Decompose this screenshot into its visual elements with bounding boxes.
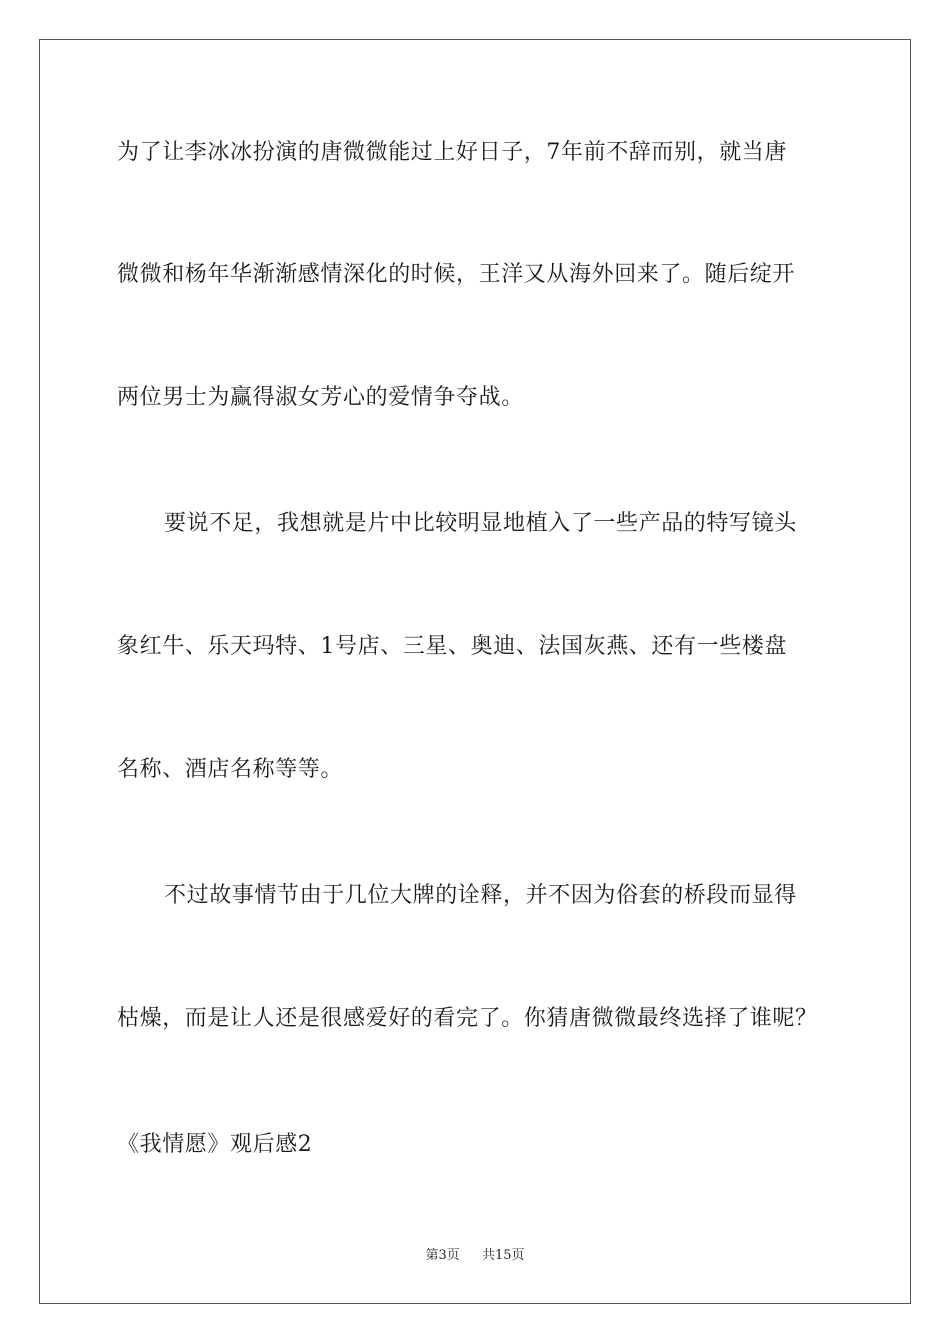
text-line-4: 要说不足，我想就是片中比较明显地植入了一些产品的特写镜头 xyxy=(164,511,797,536)
page-border xyxy=(39,39,911,1304)
text-line-3: 两位男士为赢得淑女芳心的爱情争夺战。 xyxy=(117,385,524,410)
page-number: 第3页 xyxy=(425,1248,460,1263)
page-total: 共15页 xyxy=(482,1248,525,1263)
page-footer xyxy=(0,1246,950,1266)
text-line-8: 枯燥，而是让人还是很感爱好的看完了。你猜唐微微最终选择了谁呢？ xyxy=(117,1006,818,1031)
text-line-2: 微微和杨年华渐渐感情深化的时候，王洋又从海外回来了。随后绽开 xyxy=(117,262,796,287)
text-line-7: 不过故事情节由于几位大牌的诠释，并不因为俗套的桥段而显得 xyxy=(164,883,797,908)
text-line-5: 象红牛、乐天玛特、1号店、三星、奥迪、法国灰燕、还有一些楼盘 xyxy=(117,634,787,659)
section-heading: 《我情愿》观后感2 xyxy=(117,1132,313,1157)
text-line-1: 为了让李冰冰扮演的唐微微能过上好日子，7年前不辞而别，就当唐 xyxy=(117,140,787,165)
text-line-6: 名称、酒店名称等等。 xyxy=(117,757,344,782)
